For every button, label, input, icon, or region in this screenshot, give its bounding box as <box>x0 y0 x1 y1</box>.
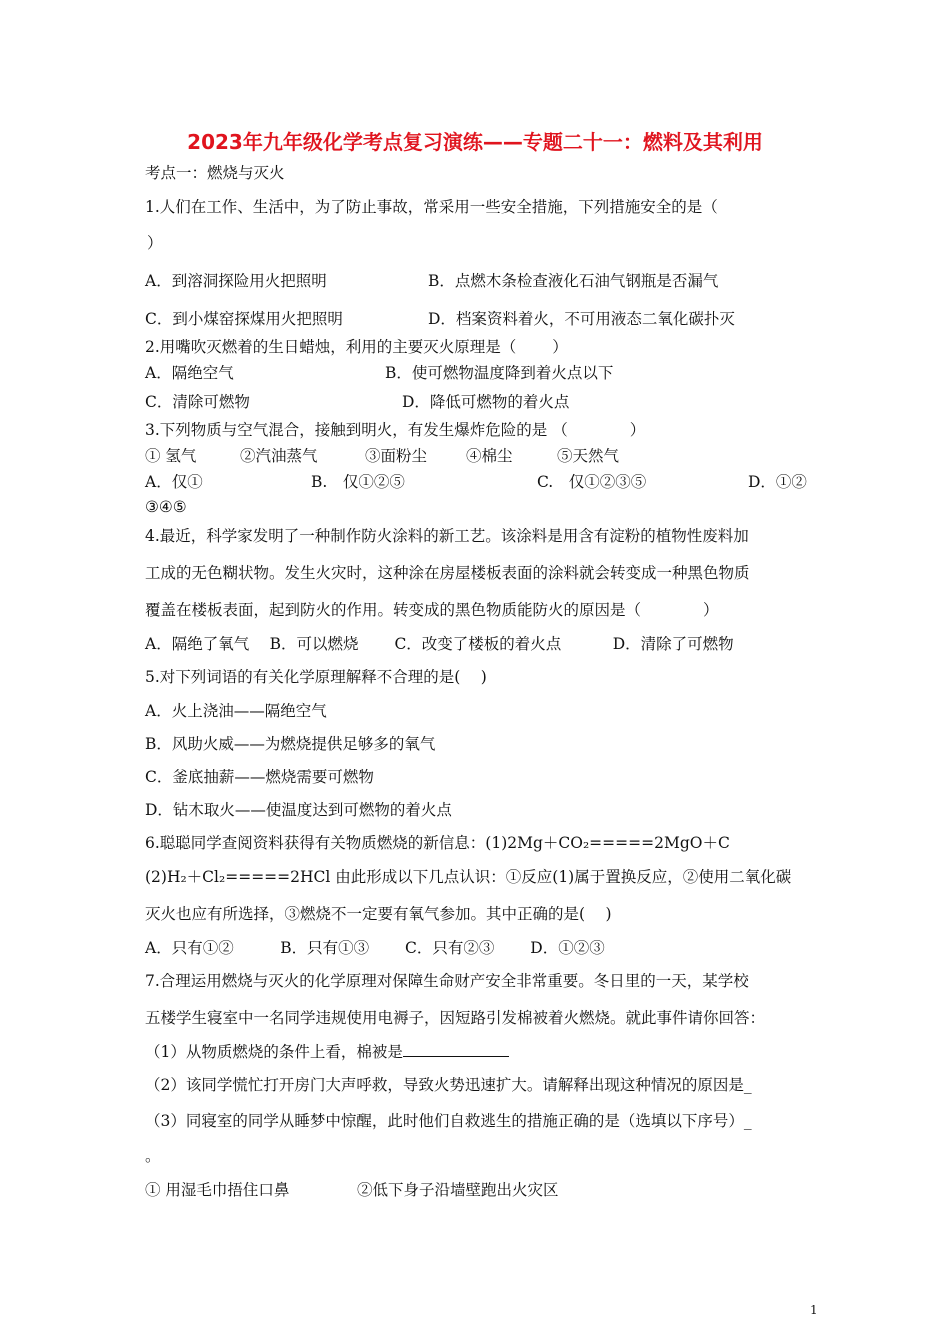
q5-option-c: C．釜底抽薪——燃烧需要可燃物 <box>145 768 374 786</box>
q7-sub-1-text: （1）从物质燃烧的条件上看，棉被是 <box>145 1043 403 1061</box>
q1-option-a: A．到溶洞探险用火把照明 <box>145 272 327 290</box>
q3-option-d-cont: ③④⑤ <box>145 498 187 516</box>
q1-stem-cont: ） <box>147 234 163 252</box>
q2-option-a: A．隔绝空气 <box>145 364 234 382</box>
q7-sub-3: （3）同寝室的同学从睡梦中惊醒，此时他们自救逃生的措施正确的是（选填以下序号）_ <box>145 1112 752 1130</box>
q5-option-b: B．风助火威——为燃烧提供足够多的氧气 <box>145 735 436 753</box>
q7-sub-3-cont: 。 <box>145 1147 161 1165</box>
q6-line-1: 6.聪聪同学查阅资料获得有关物质燃烧的新信息：(1)2Mg＋CO₂=====2MgO＋C <box>145 834 730 852</box>
q6-line-3: 灭火也应有所选择，③燃烧不一定要有氧气参加。其中正确的是( ) <box>145 905 612 923</box>
page-title: 2023年九年级化学考点复习演练——专题二十一：燃料及其利用 <box>187 130 763 154</box>
q3-item-1: ① 氢气 <box>145 447 197 465</box>
q1-option-d: D．档案资料着火，不可用液态二氧化碳扑灭 <box>428 310 735 328</box>
q3-stem: 3.下列物质与空气混合，接触到明火，有发生爆炸危险的是 （ ） <box>145 421 646 439</box>
q3-option-d: D．①② <box>748 473 807 491</box>
q4-line-2: 工成的无色糊状物。发生火灾时，这种涂在房屋楼板表面的涂料就会转变成一种黑色物质 <box>145 564 750 582</box>
q2-option-d: D．降低可燃物的着火点 <box>402 393 570 411</box>
q3-option-b: B. 仅①②⑤ <box>311 473 405 491</box>
q2-stem: 2.用嘴吹灭燃着的生日蜡烛，利用的主要灭火原理是（ ） <box>145 338 568 356</box>
q4-line-3: 覆盖在楼板表面，起到防火的作用。转变成的黑色物质能防火的原因是（ ） <box>145 601 719 619</box>
q4-options: A．隔绝了氧气 B．可以燃烧 C．改变了楼板的着火点 D．清除了可燃物 <box>145 635 734 653</box>
q3-item-2: ②汽油蒸气 <box>240 447 318 465</box>
q7-sub-2: （2）该同学慌忙打开房门大声呼救，导致火势迅速扩大。请解释出现这种情况的原因是_ <box>145 1076 752 1094</box>
q1-option-b: B．点燃木条检查液化石油气钢瓶是否漏气 <box>428 272 719 290</box>
q5-option-d: D．钻木取火——使温度达到可燃物的着火点 <box>145 801 452 819</box>
q3-item-5: ⑤天然气 <box>557 447 620 465</box>
q2-option-b: B．使可燃物温度降到着火点以下 <box>385 364 614 382</box>
answer-blank[interactable] <box>403 1042 509 1057</box>
q6-line-2: (2)H₂＋Cl₂=====2HCl 由此形成以下几点认识：①反应(1)属于置换反应，②使用二氧化碳 <box>145 868 792 886</box>
q5-option-a: A．火上浇油——隔绝空气 <box>145 702 327 720</box>
q7-line-1: 7.合理运用燃烧与灭火的化学原理对保障生命财产安全非常重要。冬日里的一天，某学校 <box>145 972 749 990</box>
q3-option-a: A．仅① <box>145 473 203 491</box>
q7-sub-1 <box>145 1042 509 1062</box>
q7-option-1: ① 用湿毛巾捂住口鼻 <box>145 1181 290 1199</box>
q4-line-1: 4.最近，科学家发明了一种制作防火涂料的新工艺。该涂料是用含有淀粉的植物性废料加 <box>145 527 749 545</box>
q7-option-2: ②低下身子沿墙壁跑出火灾区 <box>357 1181 559 1199</box>
q7-line-2: 五楼学生寝室中一名同学违规使用电褥子，因短路引发棉被着火燃烧。就此事件请你回答： <box>145 1009 766 1027</box>
q3-option-c: C. 仅①②③⑤ <box>537 473 647 491</box>
q3-item-4: ④棉尘 <box>466 447 513 465</box>
q6-options: A．只有①② B．只有①③ C．只有②③ D．①②③ <box>145 939 605 957</box>
q1-stem: 1.人们在工作、生活中，为了防止事故，常采用一些安全措施，下列措施安全的是（ <box>145 198 718 216</box>
section-heading: 考点一：燃烧与灭火 <box>145 164 285 182</box>
q3-item-3: ③面粉尘 <box>365 447 428 465</box>
q2-option-c: C．清除可燃物 <box>145 393 250 411</box>
q5-stem: 5.对下列词语的有关化学原理解释不合理的是( ) <box>145 668 487 686</box>
page-number: 1 <box>810 1303 818 1317</box>
q1-option-c: C．到小煤窑探煤用火把照明 <box>145 310 343 328</box>
